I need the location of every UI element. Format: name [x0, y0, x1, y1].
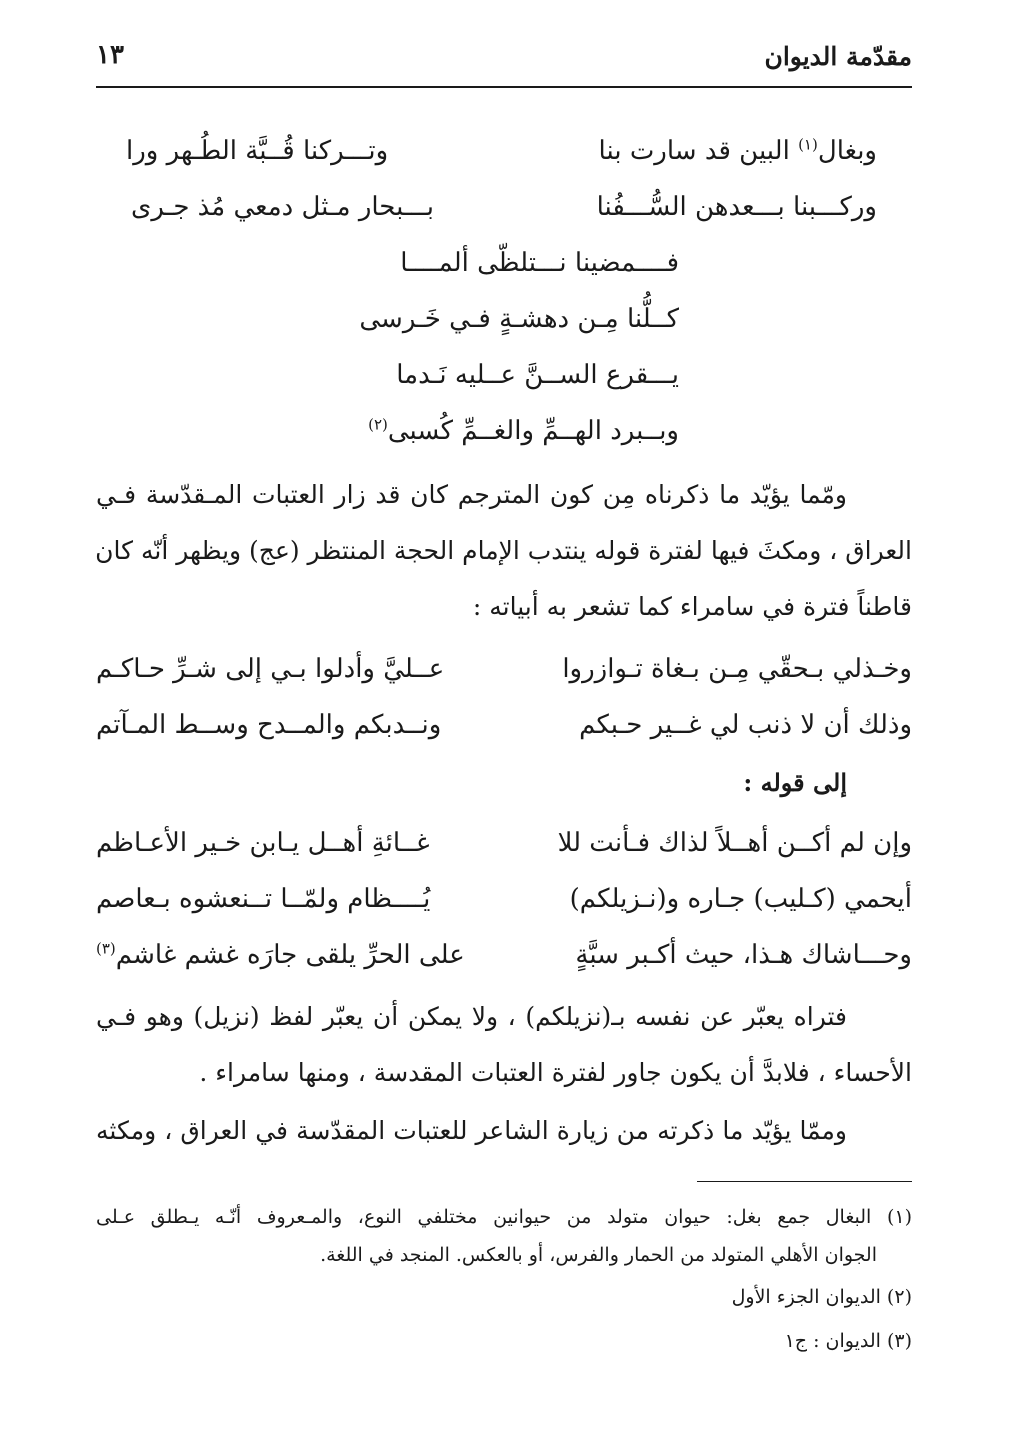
hemistich-right: وإن لم أكــن أهــلاً لذاك فـأنت للا [557, 828, 912, 858]
hemistich-left: على الحرِّ يلقى جارَه غشم غاشم$^{(٣)}$ [96, 939, 465, 970]
paragraph-1-line-1: ومّما يؤيّد ما ذكرناه مِن كون المترجم كان قد زار العتبات المـقدّسة فـي [96, 480, 847, 509]
hemistich-right: أيحمي (كـليب) جـاره و(نـزيلكم) [569, 884, 912, 914]
page-number: ١٣ [96, 40, 124, 70]
hemistich-left: بـــبحار مـثل دمعي مُذ جـرى [131, 192, 435, 222]
hemistich-right: وركـــبنا بـــعدهن السُّـــفُنا [596, 192, 877, 222]
poem1-line-6: وبــبرد الهــمِّ والغــمِّ كُسبى$^{(٢)}$ [368, 415, 679, 446]
footnote-marker: (٣) [96, 939, 116, 958]
poem3-couplet-3 [96, 940, 912, 986]
poem3-couplet-2 [96, 884, 912, 930]
footnote-1-line-1: (١) البغال جمع بغل: حيوان متولد من حيوانين مختلفي النوع، والمـعروف أنّـه يـطلق عـلى [96, 1206, 912, 1228]
footnote-divider [697, 1181, 912, 1182]
footnote-2: (٢) الديوان الجزء الأول [731, 1286, 912, 1308]
hemistich-left: يُــــظام ولمّــا تــنعشوه بـعاصم [96, 884, 431, 914]
footnote-1-line-2: الجوان الأهلي المتولد من الحمار والفرس، أو بالعكس. المنجد في اللغة. [320, 1244, 877, 1266]
hemistich-right: وبغال$^{(١)}$ البين قد سارت بنا [598, 135, 877, 166]
running-header-title: مقدّمة الديوان [764, 42, 912, 71]
paragraph-2-line-2: الأحساء ، فلابدَّ أن يكون جاور لفترة العتبات المقدسة ، ومنها سامراء . [199, 1058, 912, 1087]
footnote-marker: (٢) [368, 415, 388, 434]
footnote-marker: (١) [798, 135, 818, 154]
poem2-couplet-1 [96, 654, 912, 700]
poem1-line-3: فــــمضينا نـــتلظّى ألمــــا [400, 248, 679, 278]
paragraph-1-line-3: قاطناً فترة في سامراء كما تشعر به أبياته : [472, 592, 912, 621]
poem1-couplet-2 [96, 192, 912, 238]
poem1-line-4: كــلُّنا مِـن دهشـةٍ فـي خَـرسى [359, 304, 679, 334]
poem2-couplet-2 [96, 710, 912, 756]
hemistich-left: عــليَّ وأدلوا بـي إلى شـرِّ حـاكـم [96, 654, 445, 684]
hemistich-right: وخـذلي بـحقّي مِـن بـغاة تـوازروا [562, 654, 912, 684]
paragraph-3-line-1: وممّا يؤيّد ما ذكرته من زيارة الشاعر للعتبات المقدّسة في العراق ، ومكثه [96, 1116, 847, 1145]
poem1-line-5: يـــقرع الســنَّ عــليه نَـدما [396, 360, 679, 390]
poem3-couplet-1 [96, 828, 912, 874]
hemistich-right: وذلك أن لا ذنب لي غــير حـبكم [579, 710, 912, 740]
hemistich-right: وحـــاشاك هـذا، حيث أكـبر سبَّةٍ [575, 940, 912, 970]
hemistich-left: وتـــركنا قُــبَّة الطُـهر ورا [126, 136, 389, 166]
paragraph-1-line-2: العراق ، ومكثَ فيها لفترة قوله ينتدب الإمام الحجة المنتظر (عج) ويظهر أنّه كان [95, 536, 912, 565]
poem-transition: إلى قوله : [743, 768, 847, 797]
header-divider [96, 86, 912, 88]
hemistich-left: ونــدبكم والمــدح وســط المـآتم [96, 710, 442, 740]
hemistich-left: غــائةِ أهــل يـابن خـير الأعـاظم [96, 828, 430, 858]
footnote-3: (٣) الديوان : ج١ [784, 1330, 912, 1352]
poem1-couplet-1 [96, 136, 912, 182]
paragraph-2-line-1: فتراه يعبّر عن نفسه بـ(نزيلكم) ، ولا يمكن أن يعبّر لفظ (نزيل) وهو فـي [96, 1002, 847, 1031]
